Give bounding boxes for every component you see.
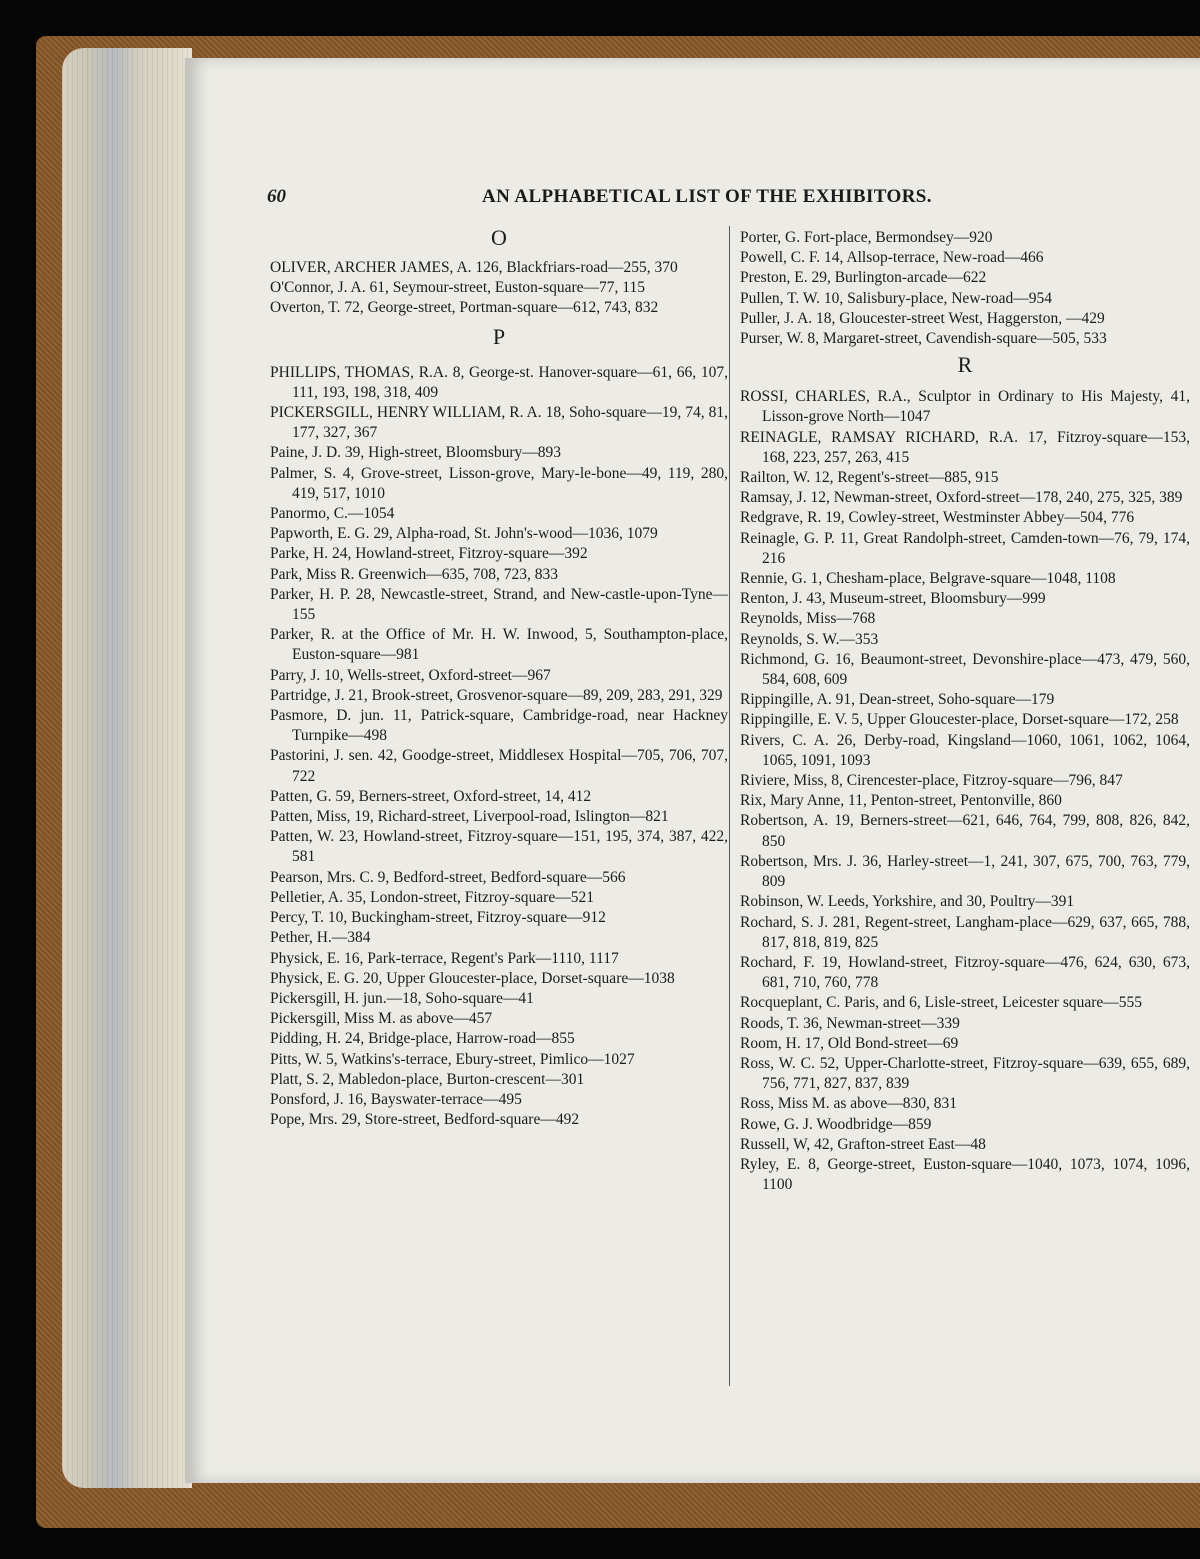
entry: Rocqueplant, C. Paris, and 6, Lisle-street, Leicester square—555 xyxy=(740,994,1143,1012)
section-p-entries xyxy=(270,363,728,1131)
entry: OLIVER, ARCHER JAMES, A. 126, Blackfriars-road—255, 370 xyxy=(270,259,678,276)
entry: Railton, W. 12, Regent's-street—885, 915 xyxy=(740,469,999,487)
entry: Ryley, E. 8, George-street, Euston-square—1040, 1073, 1074, 1096, 1100 xyxy=(740,1155,1190,1194)
page-edges xyxy=(62,48,192,1488)
book-page xyxy=(185,58,1200,1483)
section-letter-o: O xyxy=(491,225,507,250)
entry: Ponsford, J. 16, Bayswater-terrace—495 xyxy=(270,1090,522,1108)
running-title: AN ALPHABETICAL LIST OF THE EXHIBITORS. xyxy=(482,186,932,207)
entry: Physick, E. G. 20, Upper Gloucester-place, Dorset-square—1038 xyxy=(270,969,675,987)
entry: Ross, Miss M. as above—830, 831 xyxy=(740,1095,958,1113)
section-o-entries xyxy=(270,258,728,319)
entry: REINAGLE, RAMSAY RICHARD, R.A. 17, Fitzroy-square—153, 168, 223, 257, 263, 415 xyxy=(740,428,1190,466)
entry: Russell, W, 42, Grafton-street East—48 xyxy=(740,1135,986,1153)
entry: Pickersgill, H. jun.—18, Soho-square—41 xyxy=(270,989,534,1007)
entry: Pearson, Mrs. C. 9, Bedford-street, Bedford-square—566 xyxy=(270,868,626,886)
entry: ROSSI, CHARLES, R.A., Sculptor in Ordinary to His Majesty, 41, Lisson-grove North—1047 xyxy=(740,388,1190,426)
entry: Park, Miss R. Greenwich—635, 708, 723, 833 xyxy=(270,565,559,583)
entry: PHILLIPS, THOMAS, R.A. 8, George-st. Hanover-square—61, 66, 107, 111, 193, 198, 318, 409 xyxy=(270,363,728,401)
entry: Rochard, F. 19, Howland-street, Fitzroy-square—476, 624, 630, 673, 681, 710, 760, 778 xyxy=(740,953,1190,992)
entry: Rivers, C. A. 26, Derby-road, Kingsland—1060, 1061, 1062, 1064, 1065, 1091, 1093 xyxy=(740,731,1190,769)
entry: Parker, H. P. 28, Newcastle-street, Strand, and New-castle-upon-Tyne—155 xyxy=(270,585,728,624)
right-column xyxy=(740,228,1190,1195)
entry: Ramsay, J. 12, Newman-street, Oxford-street—178, 240, 275, 325, 389 xyxy=(740,489,1183,507)
entry: Pitts, W. 5, Watkins's-terrace, Ebury-street, Pimlico—1027 xyxy=(270,1050,635,1068)
entry: O'Connor, J. A. 61, Seymour-street, Euston-square—77, 115 xyxy=(270,279,645,297)
entry: Parker, R. at the Office of Mr. H. W. Inwood, 5, Southampton-place, Euston-square—981 xyxy=(270,626,728,664)
entry: Pastorini, J. sen. 42, Goodge-street, Middlesex Hospital—705, 706, 707, 722 xyxy=(270,747,728,785)
entry: Pullen, T. W. 10, Salisbury-place, New-road—954 xyxy=(740,289,1052,307)
left-column xyxy=(270,225,728,1130)
entry: Physick, E. 16, Park-terrace, Regent's Park—1110, 1117 xyxy=(270,949,619,967)
entry: Partridge, J. 21, Brook-street, Grosvenor-square—89, 209, 283, 291, 329 xyxy=(270,686,723,704)
entry: Pether, H.—384 xyxy=(270,929,371,947)
entry: Patten, G. 59, Berners-street, Oxford-street, 14, 412 xyxy=(270,787,592,805)
entry: Preston, E. 29, Burlington-arcade—622 xyxy=(740,269,987,287)
entry: Purser, W. 8, Margaret-street, Cavendish-square—505, 533 xyxy=(740,330,1107,348)
entry: Papworth, E. G. 29, Alpha-road, St. John's-wood—1036, 1079 xyxy=(270,525,658,543)
section-letter-p: P xyxy=(492,323,506,349)
section-letter-r: R xyxy=(957,352,973,378)
entry: Reinagle, G. P. 11, Great Randolph-street, Camden-town—76, 79, 174, 216 xyxy=(740,529,1190,567)
entry: Rippingille, A. 91, Dean-street, Soho-square—179 xyxy=(740,691,1055,709)
entry: Rix, Mary Anne, 11, Penton-street, Pentonville, 860 xyxy=(740,792,1062,810)
entry: Robinson, W. Leeds, Yorkshire, and 30, Poultry—391 xyxy=(740,893,1075,911)
entry: Paine, J. D. 39, High-street, Bloomsbury—893 xyxy=(270,444,562,462)
entry: Room, H. 17, Old Bond-street—69 xyxy=(740,1034,959,1052)
entry: Ross, W. C. 52, Upper-Charlotte-street, Fitzroy-square—639, 655, 689, 756, 771, 827, 837, 839 xyxy=(740,1054,1190,1093)
entry: Richmond, G. 16, Beaumont-street, Devonshire-place—473, 479, 560, 584, 608, 609 xyxy=(740,650,1190,689)
entry: Robertson, A. 19, Berners-street—621, 646, 764, 799, 808, 826, 842, 850 xyxy=(740,812,1190,850)
entry: Palmer, S. 4, Grove-street, Lisson-grove, Mary-le-bone—49, 119, 280, 419, 517, 1010 xyxy=(270,464,728,502)
section-r-entries xyxy=(740,387,1190,1195)
entry: Rowe, G. J. Woodbridge—859 xyxy=(740,1115,932,1133)
entry: Pelletier, A. 35, London-street, Fitzroy-square—521 xyxy=(270,888,594,906)
entry: Platt, S. 2, Mabledon-place, Burton-crescent—301 xyxy=(270,1070,585,1088)
entry: Reynolds, Miss—768 xyxy=(740,610,876,628)
entry: Patten, Miss, 19, Richard-street, Liverpool-road, Islington—821 xyxy=(270,808,669,826)
entry: Panormo, C.—1054 xyxy=(270,505,395,523)
entry: Overton, T. 72, George-street, Portman-square—612, 743, 832 xyxy=(270,299,659,317)
entry: PICKERSGILL, HENRY WILLIAM, R. A. 18, Soho-square—19, 74, 81, 177, 327, 367 xyxy=(270,404,728,442)
section-p-continued-entries xyxy=(740,228,1190,349)
entry: Renton, J. 43, Museum-street, Bloomsbury—999 xyxy=(740,590,1046,608)
entry: Pope, Mrs. 29, Store-street, Bedford-square—492 xyxy=(270,1111,580,1129)
running-header xyxy=(267,186,1192,212)
entry: Powell, C. F. 14, Allsop-terrace, New-road—466 xyxy=(740,249,1044,267)
entry: Robertson, Mrs. J. 36, Harley-street—1, 241, 307, 675, 700, 763, 779, 809 xyxy=(740,852,1190,891)
entry: Riviere, Miss, 8, Cirencester-place, Fitzroy-square—796, 847 xyxy=(740,772,1123,790)
entry: Parke, H. 24, Howland-street, Fitzroy-square—392 xyxy=(270,545,588,563)
entry: Rochard, S. J. 281, Regent-street, Langham-place—629, 637, 665, 788, 817, 818, 819, 825 xyxy=(740,913,1190,951)
entry: Pickersgill, Miss M. as above—457 xyxy=(270,1010,493,1028)
entry: Rennie, G. 1, Chesham-place, Belgrave-square—1048, 1108 xyxy=(740,570,1116,588)
entry: Percy, T. 10, Buckingham-street, Fitzroy-square—912 xyxy=(270,909,606,927)
entry: Pasmore, D. jun. 11, Patrick-square, Cambridge-road, near Hackney Turnpike—498 xyxy=(270,707,728,745)
entry: Reynolds, S. W.—353 xyxy=(740,630,879,648)
column-divider xyxy=(729,226,730,1386)
entry: Rippingille, E. V. 5, Upper Gloucester-place, Dorset-square—172, 258 xyxy=(740,711,1179,729)
entry: Porter, G. Fort-place, Bermondsey—920 xyxy=(740,229,993,246)
entry: Roods, T. 36, Newman-street—339 xyxy=(740,1014,960,1032)
entry: Pidding, H. 24, Bridge-place, Harrow-road—855 xyxy=(270,1030,575,1048)
entry: Puller, J. A. 18, Gloucester-street West, Haggerston, —429 xyxy=(740,309,1105,327)
entry: Redgrave, R. 19, Cowley-street, Westminster Abbey—504, 776 xyxy=(740,509,1135,527)
page-number: 60 xyxy=(267,186,286,207)
entry: Parry, J. 10, Wells-street, Oxford-street—967 xyxy=(270,666,551,684)
entry: Patten, W. 23, Howland-street, Fitzroy-square—151, 195, 374, 387, 422, 581 xyxy=(270,828,728,866)
